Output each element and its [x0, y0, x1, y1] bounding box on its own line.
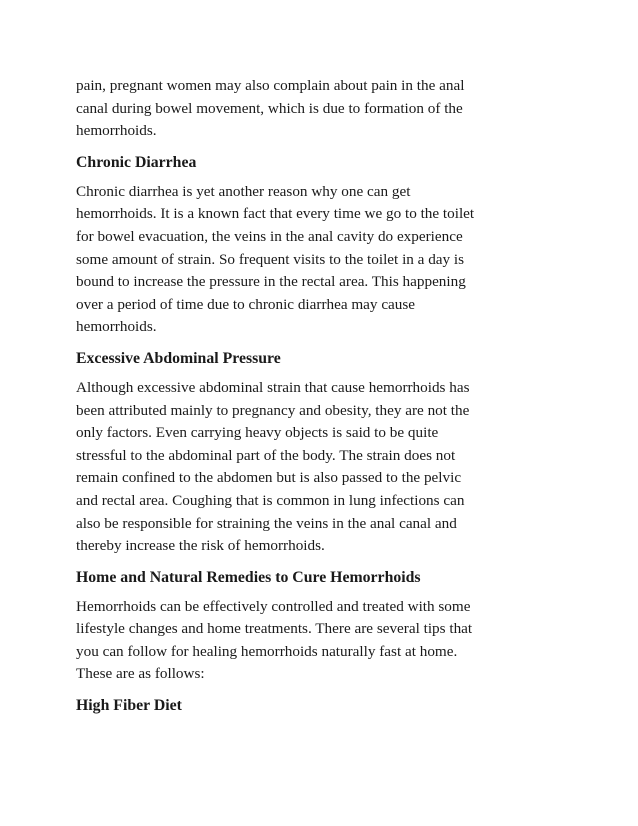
- heading-excessive-abdominal-pressure: Excessive Abdominal Pressure: [76, 349, 281, 367]
- paragraph-chronic-diarrhea: [76, 181, 566, 339]
- text-line: These are as follows:: [76, 665, 205, 683]
- text-line: over a period of time due to chronic diarrhea may cause: [76, 295, 416, 313]
- text-line: you can follow for healing hemorrhoids naturally fast at home.: [76, 642, 458, 660]
- text-line: thereby increase the risk of hemorrhoids.: [76, 537, 325, 555]
- text-line: Although excessive abdominal strain that cause hemorrhoids has: [76, 378, 470, 396]
- text-line: pain, pregnant women may also complain about pain in the anal: [76, 77, 465, 94]
- text-line: been attributed mainly to pregnancy and obesity, they are not the: [76, 401, 470, 419]
- text-line: canal during bowel movement, which is due to formation of the: [76, 99, 463, 117]
- text-line: bound to increase the pressure in the rectal area. This happening: [76, 273, 466, 291]
- heading-chronic-diarrhea: Chronic Diarrhea: [76, 153, 197, 171]
- text-line: remain confined to the abdomen but is also passed to the pelvic: [76, 469, 462, 487]
- text-line: lifestyle changes and home treatments. There are several tips that: [76, 620, 473, 638]
- text-line: Chronic diarrhea is yet another reason why one can get: [76, 182, 411, 200]
- paragraph-home-remedies-intro: [76, 596, 566, 686]
- text-line: hemorrhoids. It is a known fact that every time we go to the toilet: [76, 205, 475, 223]
- text-line: stressful to the abdominal part of the body. The strain does not: [76, 446, 456, 464]
- document-page: [76, 75, 566, 717]
- text-line: hemorrhoids.: [76, 122, 157, 140]
- text-line: also be responsible for straining the veins in the anal canal and: [76, 514, 457, 532]
- text-line: Hemorrhoids can be effectively controlled and treated with some: [76, 597, 471, 615]
- paragraph-anal-canal-pain: [76, 75, 566, 143]
- heading-home-natural-remedies: Home and Natural Remedies to Cure Hemorrhoids: [76, 568, 421, 586]
- paragraph-abdominal-pressure: [76, 377, 566, 558]
- text-line: and rectal area. Coughing that is common in lung infections can: [76, 491, 465, 509]
- text-line: some amount of strain. So frequent visits to the toilet in a day is: [76, 250, 465, 268]
- heading-high-fiber-diet: High Fiber Diet: [76, 697, 182, 715]
- text-line: only factors. Even carrying heavy objects is said to be quite: [76, 424, 439, 442]
- text-line: hemorrhoids.: [76, 318, 157, 336]
- text-line: for bowel evacuation, the veins in the anal cavity do experience: [76, 227, 463, 245]
